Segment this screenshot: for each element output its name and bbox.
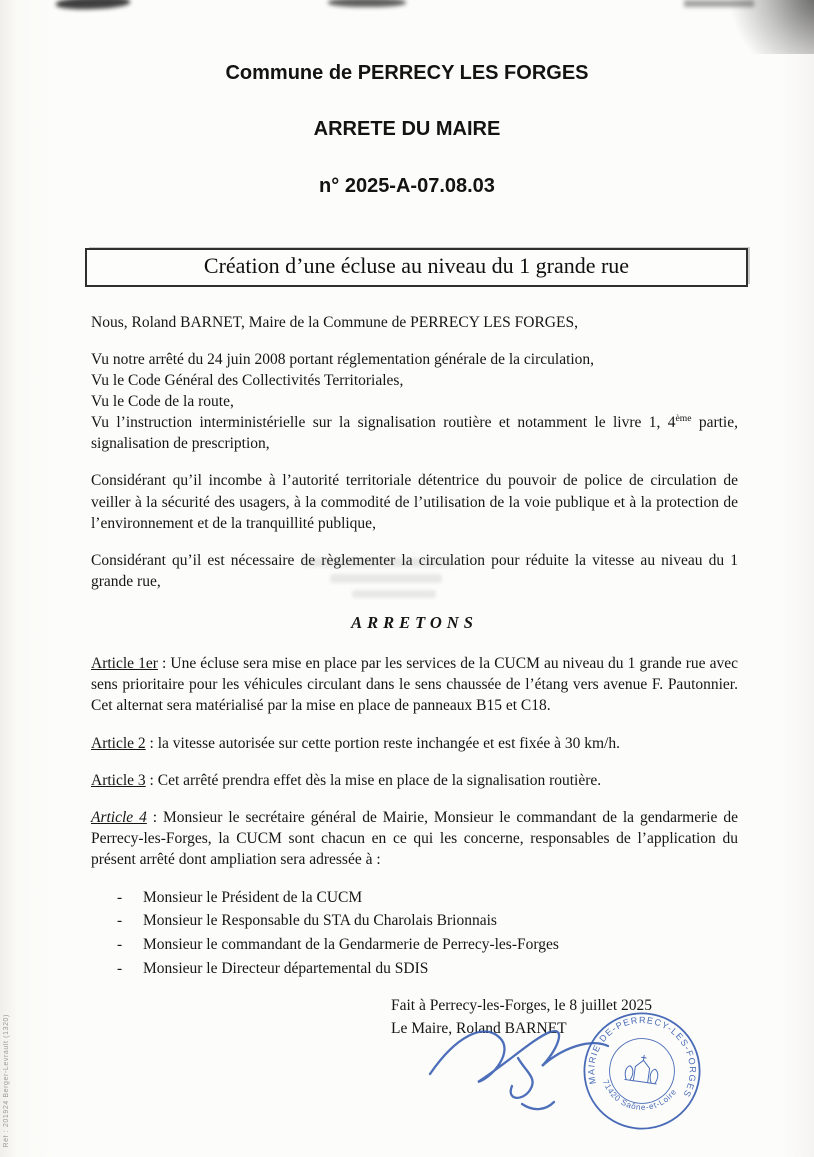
stamp-emblem (624, 1053, 660, 1084)
municipal-stamp (561, 990, 724, 1153)
place-date-line: Fait à Perrecy-les-Forges, le 8 juillet 2025 (391, 997, 653, 1015)
article-label: Article 2 (91, 734, 146, 752)
article-3 (91, 770, 738, 791)
recipient-text: Monsieur le Directeur départemental du SDIS (143, 959, 429, 977)
printer-reference: Réf : 201924 Berger-Levrault (1320) (3, 1013, 10, 1147)
arretons-heading: ARRETONS (351, 612, 478, 632)
considerant-paragraph: Considérant qu’il incombe à l’autorité territoriale détentrice du pouvoir de police de circulation de veiller à la sécurité des usagers, à la commodité de l’utilisation de la voie publique et à la protection de l’environnement et de la tranquillité publique, (91, 472, 738, 532)
considerant-paragraph: Considérant qu’il est nécessaire de règlementer la circulation pour réduite la vitesse au niveau du 1 grande rue, (91, 551, 738, 590)
recipient-item (117, 909, 738, 933)
document-header (0, 0, 814, 198)
vu-line-text: Vu l’instruction interministérielle sur la signalisation routière et notamment le livre 1, 4 (91, 414, 676, 432)
dash-bullet: - (117, 888, 123, 906)
article-label: Article 3 (91, 771, 146, 789)
intro-paragraph: Nous, Roland BARNET, Maire de la Commune de PERRECY LES FORGES, (91, 314, 578, 331)
vu-line-text: partie, signalisation de prescription, (91, 414, 738, 453)
vu-line: Vu notre arrêté du 24 juin 2008 portant réglementation générale de la circulation, (91, 351, 595, 369)
stamp-outer-ring (577, 1006, 707, 1136)
recipient-item (117, 886, 738, 910)
article-2 (91, 733, 738, 754)
recipient-item (117, 957, 738, 981)
signatory-line: Le Maire, Roland BARNET (391, 1020, 567, 1038)
recipient-item (117, 933, 738, 957)
signature-stroke (511, 1058, 533, 1098)
document-body (91, 312, 738, 1041)
recipient-text: Monsieur le Responsable du STA du Charolais Brionnais (143, 912, 497, 930)
dash-bullet: - (117, 936, 123, 954)
recipient-text: Monsieur le commandant de la Gendarmerie de Perrecy-les-Forges (143, 936, 559, 954)
article-text: : la vitesse autorisée sur cette portion reste inchangée et est fixée à 30 km/h. (145, 734, 620, 752)
signature-stroke (522, 1102, 554, 1109)
commune-title: Commune de PERRECY LES FORGES (225, 62, 589, 84)
dash-bullet: - (117, 912, 123, 930)
article-text: : Cet arrêté prendra effet dès la mise en place de la signalisation routière. (145, 771, 602, 789)
article-text: : Monsieur le secrétaire général de Mairie, Monsieur le commandant de la gendarmerie de Perrecy-les-Forges, la CUCM sont chacun en ce qui les concerne, responsables de l’application du présent arrêté dont ampliation sera adressée à : (91, 808, 738, 868)
article-text: : Une écluse sera mise en place par les services de la CUCM au niveau du 1 grande rue avec sens prioritaire pour les véhicules circulant dans le sens chaussée de l’étang vers avenue F. Pautonnier. Cet alternat sera matérialisé par la mise en place de panneaux B15 et C18. (91, 655, 739, 715)
ordinal-superscript: ème (675, 413, 692, 425)
document-type: ARRETE DU MAIRE (313, 118, 501, 140)
dash-bullet: - (117, 959, 123, 977)
recipients-list (117, 886, 738, 980)
article-label: Article 1er (91, 655, 158, 673)
vu-block (91, 349, 738, 454)
vu-line: Vu le Code de la route, (91, 393, 234, 411)
decree-title-box (85, 248, 748, 287)
article-4 (91, 807, 738, 870)
recipient-text: Monsieur le Président de la CUCM (143, 888, 363, 906)
article-label: Article 4 (91, 808, 147, 826)
document-number: n° 2025-A-07.08.03 (319, 175, 495, 197)
vu-line: Vu le Code Général des Collectivités Territoriales, (91, 372, 404, 390)
decree-title: Création d’une écluse au niveau du 1 grande rue (203, 253, 630, 278)
stamp-bottom-text: 71420 Saône-et-Loire (600, 1078, 679, 1112)
vu-line (91, 412, 738, 454)
stamp-top-text: MAIRIE-DE-PERRECY-LES-FORGES (586, 1014, 698, 1100)
article-1 (91, 653, 738, 716)
